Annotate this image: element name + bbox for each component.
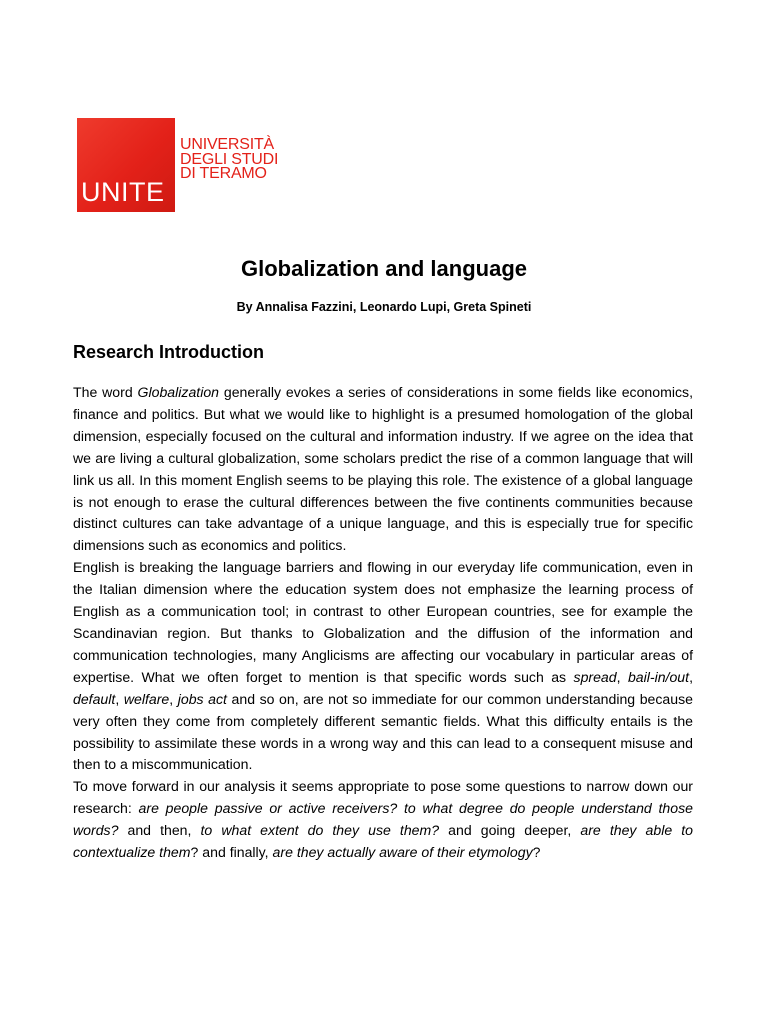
italic-run: welfare bbox=[123, 690, 170, 707]
paragraph bbox=[73, 776, 693, 864]
text-run: generally evokes a series of considerations in some fields like economics, finance and politics. But what we would like to highlight is a presumed homologation of the global dimension, especially focused on the cultural and information industry. If we agree on the idea that we are living a cultural globalization, some scholars predict the rise of a common language that will link us all. In this moment English seems to be playing this role. The existence of a global language is not enough to erase the cultural differences between the five continents communities because distinct cultures can take advantage of a unique language, and this is especially true for specific dimensions such as economics and politics. bbox=[73, 384, 693, 554]
logo-mark-text: UNITE bbox=[81, 177, 165, 207]
italic-run: are they able to contextualize them bbox=[73, 822, 694, 861]
italic-run: are people passive or active receivers? to what degree do people understand those words? bbox=[73, 800, 693, 839]
university-logo bbox=[77, 118, 287, 214]
text-run: , bbox=[169, 690, 178, 707]
italic-run: are they actually aware of their etymology bbox=[272, 844, 533, 861]
logo-wordmark bbox=[180, 138, 278, 182]
text-run: , bbox=[115, 690, 124, 707]
text-run: To move forward in our analysis it seems appropriate to pose some questions to narrow down our research: bbox=[73, 778, 693, 817]
paragraph bbox=[73, 382, 693, 557]
text-run: English is breaking the language barriers and flowing in our everyday life communication, even in the Italian dimension where the education system does not emphasize the learning process of English as a communication tool; in contrast to other European countries, see for example the Scandinavian region. But thanks to Globalization and the diffusion of the information and communication technologies, many Anglicisms are affecting our vocabulary in particular areas of expertise. What we often forget to mention is that specific words such as bbox=[73, 559, 693, 685]
section-heading: Research Introduction bbox=[73, 342, 265, 362]
authors-line: By Annalisa Fazzini, Leonardo Lupi, Greta Spineti bbox=[236, 300, 532, 314]
text-run: , bbox=[689, 668, 693, 685]
italic-run: bail-in/out bbox=[627, 668, 690, 685]
text-run: ? and finally, bbox=[190, 844, 273, 861]
logo-line-3: DI TERAMO bbox=[180, 165, 267, 182]
logo-mark bbox=[77, 118, 175, 212]
document-title: Globalization and language bbox=[240, 256, 528, 281]
italic-run: jobs act bbox=[177, 690, 227, 707]
text-run: and going deeper, bbox=[439, 822, 581, 839]
paragraph bbox=[73, 557, 693, 776]
italic-run: Globalization bbox=[137, 384, 220, 400]
text-run: ? bbox=[532, 844, 541, 861]
logo-line-2: DEGLI STUDI bbox=[180, 150, 279, 168]
italic-run: to what extent do they use them? bbox=[200, 822, 440, 839]
text-run: , bbox=[616, 668, 628, 685]
logo-line-1: UNIVERSITÀ bbox=[180, 136, 275, 153]
italic-run: default bbox=[73, 690, 116, 707]
text-run: and then, bbox=[118, 822, 201, 839]
body-text bbox=[73, 382, 693, 864]
italic-run: spread bbox=[573, 668, 617, 685]
text-run: The word bbox=[73, 384, 138, 400]
text-run: and so on, are not so immediate for our common understanding because very often they come from completely different semantic fields. What this difficulty entails is the possibility to assimilate these words in a wrong way and this can lead to a consequent misuse and then to a miscommunication. bbox=[73, 690, 693, 773]
